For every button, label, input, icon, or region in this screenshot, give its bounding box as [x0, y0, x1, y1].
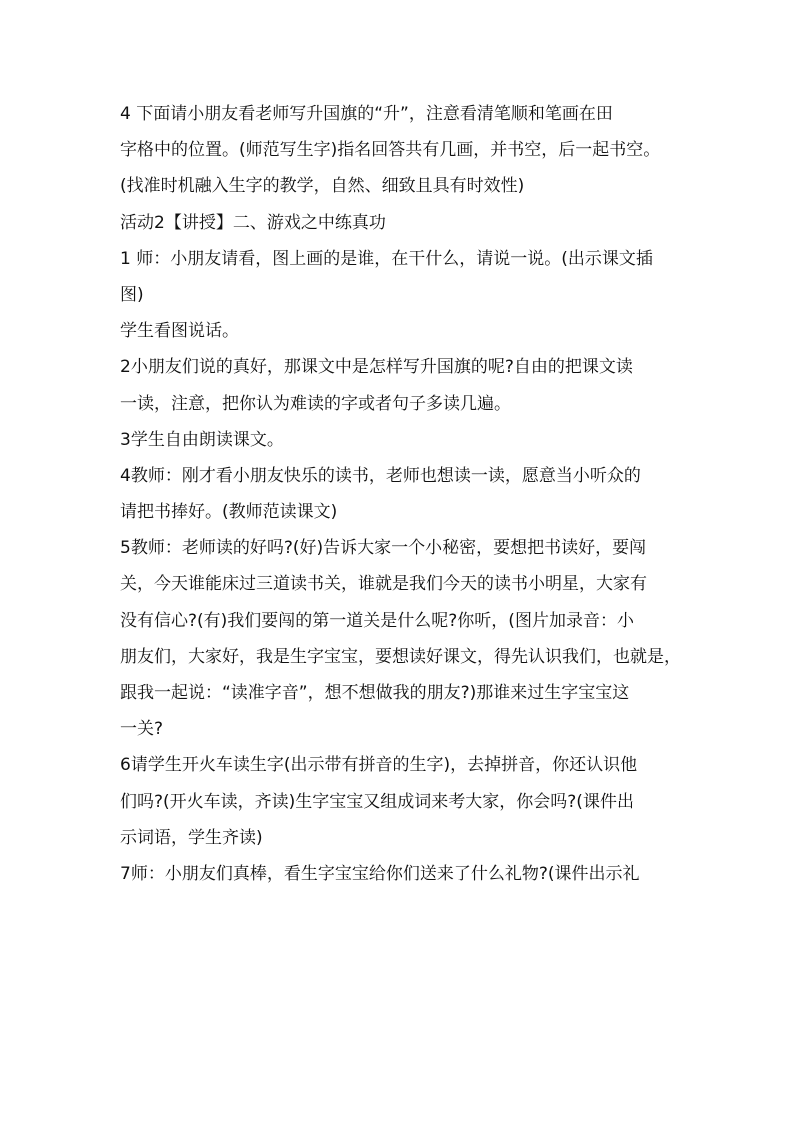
text-line: 2小朋友们说的真好，那课文中是怎样写升国旗的呢?自由的把课文读 — [120, 357, 633, 378]
text-line: 一关? — [120, 719, 164, 740]
text-line: 4教师：刚才看小朋友快乐的读书，老师也想读一读，愿意当小听众的 — [120, 465, 641, 486]
text-line: 朋友们，大家好，我是生字宝宝，要想读好课文，得先认识我们，也就是， — [120, 646, 681, 667]
text-line: (找准时机融入生字的教学，自然、细致且具有时效性) — [120, 176, 525, 197]
text-line: 一读，注意，把你认为难读的字或者句子多读几遍。 — [120, 393, 511, 414]
text-line: 5教师：老师读的好吗?(好)告诉大家一个小秘密，要想把书读好，要闯 — [120, 538, 647, 559]
text-line: 没有信心?(有)我们要闯的第一道关是什么呢?你听，(图片加录音：小 — [120, 610, 634, 631]
text-line: 跟我一起说：“读准字音”，想不想做我的朋友?)那谁来过生字宝宝这 — [120, 683, 630, 703]
section-heading: 活动2【讲授】二、游戏之中练真功 — [120, 212, 386, 233]
text-line: 3学生自由朗读课文。 — [120, 429, 284, 450]
text-line: 字格中的位置。(师范写生字)指名回答共有几画，并书空，后一起书空。 — [120, 140, 661, 161]
text-line: 请把书捧好。(教师范读课文) — [120, 502, 338, 523]
text-line: 示词语，学生齐读) — [120, 827, 263, 848]
text-line: 图) — [120, 284, 144, 305]
text-line: 学生看图说话。 — [120, 321, 239, 342]
text-line: 1 师：小朋友请看，图上画的是谁，在干什么，请说一说。(出示课文插 — [120, 248, 653, 269]
document-body — [120, 96, 680, 892]
text-line: 7师：小朋友们真棒，看生字宝宝给你们送来了什么礼物?(课件出示礼 — [120, 863, 640, 884]
text-line: 4 下面请小朋友看老师写升国旗的“升”，注意看清笔顺和笔画在田 — [120, 104, 613, 124]
text-line: 6请学生开火车读生字(出示带有拼音的生字)，去掉拼音，你还认识他 — [120, 755, 638, 776]
text-line: 关，今天谁能床过三道读书关，谁就是我们今天的读书小明星，大家有 — [120, 574, 647, 595]
text-line: 们吗?(开火车读，齐读)生字宝宝又组成词来考大家，你会吗?(课件出 — [120, 791, 634, 812]
